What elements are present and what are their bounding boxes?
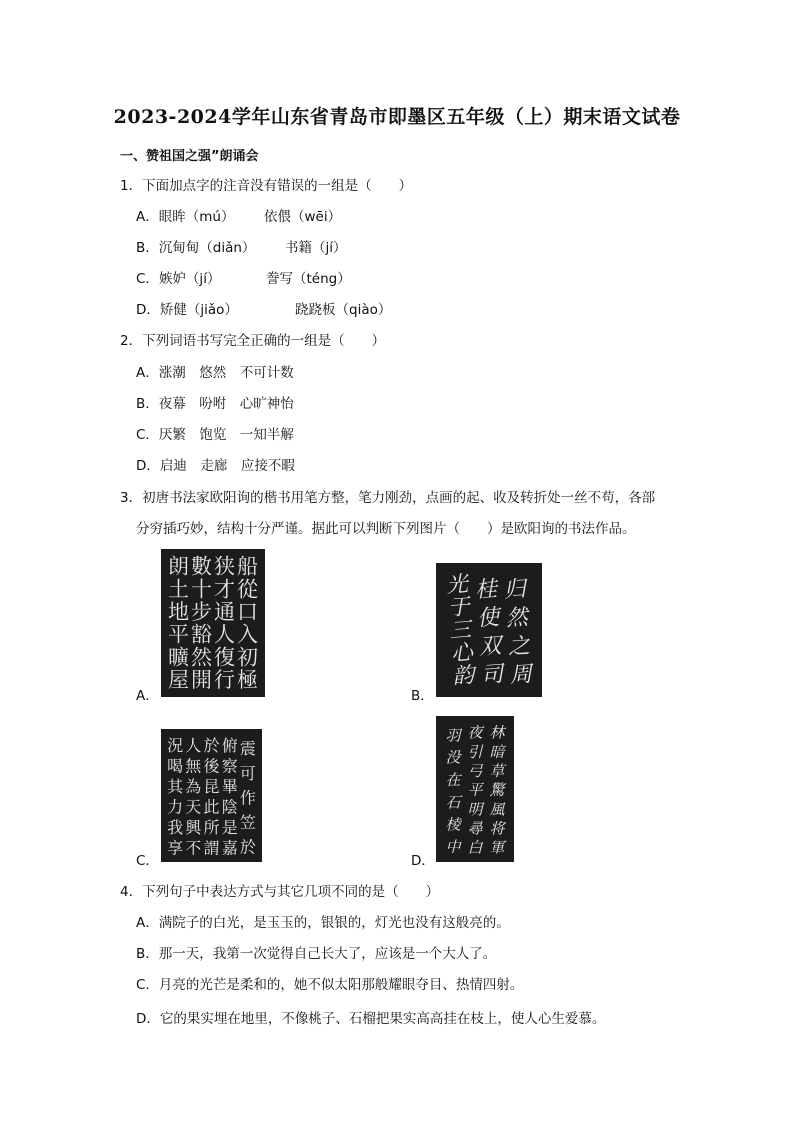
q3-option-b-label: B．: [411, 688, 434, 704]
calligraphy-image-d: [436, 716, 514, 862]
calligraphy-image-a-column: 狭才通人復行: [214, 554, 235, 692]
q1-option-a-word2: 依偎（wēi）: [264, 209, 342, 225]
q1-option-d-word2: 跷跷板（qiào）: [295, 302, 392, 318]
q3-option-d-label: D．: [411, 853, 435, 869]
calligraphy-image-c: [161, 729, 262, 862]
calligraphy-image-d-column: 林暗草驚風将軍: [489, 723, 505, 857]
section-heading: 一、赞祖国之强”朗诵会: [120, 149, 259, 164]
question-1-stem: 1．下面加点字的注音没有错误的一组是（ ）: [120, 178, 413, 194]
q1-option-c-label: C．: [136, 271, 159, 287]
q2-option-b: B．夜幕 吩咐 心旷神怡: [136, 396, 294, 412]
calligraphy-image-a-column: 船從口入初極: [237, 554, 258, 692]
calligraphy-image-b-svg: [436, 563, 542, 697]
q1-option-c-word1: 嫉妒（jí）: [158, 271, 221, 287]
calligraphy-image-d-svg: [436, 716, 514, 862]
calligraphy-image-a: [161, 549, 265, 697]
q4-option-d: D．它的果实埋在地里，不像桃子、石榴把果实高高挂在枝上，使人心生爱慕。: [136, 1011, 606, 1027]
calligraphy-image-b-column: 归然之周: [503, 576, 533, 689]
q3-option-a-label: A．: [136, 688, 159, 704]
q4-option-a: A．满院子的白光，是玉玉的，银银的，灯光也没有这般亮的。: [136, 915, 510, 931]
calligraphy-image-b: [436, 563, 542, 697]
calligraphy-image-d-column: 夜引弓平明尋白: [467, 723, 483, 857]
question-2-stem: 2．下列词语书写完全正确的一组是（ ）: [120, 333, 386, 349]
q1-option-b-word2: 书籍（jí）: [285, 240, 347, 256]
calligraphy-image-b-column: 光于三心韵: [445, 572, 476, 690]
q1-option-a-label: A．: [136, 209, 159, 225]
q2-option-a: A．涨潮 悠然 不可计数: [136, 365, 294, 381]
q1-option-b-label: B．: [136, 240, 159, 256]
calligraphy-image-c-column: 震可作笠於: [239, 739, 256, 857]
page-title: 2023-2024学年山东省青岛市即墨区五年级（上）期末语文试卷: [113, 106, 681, 128]
q1-option-a-word1: 眼眸（mú）: [158, 209, 235, 225]
q1-option-d-word1: 矫健（jiǎo）: [159, 302, 238, 318]
q4-option-b: B．那一天，我第一次觉得自己长大了，应该是一个大人了。: [136, 946, 497, 962]
calligraphy-image-a-column: 數十步豁然開: [191, 554, 212, 692]
calligraphy-image-c-column: 況喝其力我享: [167, 735, 184, 858]
question-3-stem-line2: 分穷插巧妙，结构十分严谨。据此可以判断下列图片（ ）是欧阳询的书法作品。: [136, 521, 636, 537]
q1-option-c-word2: 誊写（téng）: [266, 271, 351, 287]
q3-option-c-label: C．: [136, 853, 159, 869]
q1-option-d: [136, 301, 238, 319]
calligraphy-image-c-column: 人無為天興不: [185, 735, 202, 858]
q1-option-b: [136, 239, 255, 257]
q1-option-b-word1: 沉甸甸（diǎn）: [158, 240, 256, 256]
calligraphy-image-c-column: 俯察畢陰是嘉: [221, 735, 238, 858]
calligraphy-image-d-column: 羽没在石棱中: [445, 726, 461, 856]
calligraphy-image-c-svg: [161, 729, 262, 862]
calligraphy-image-b-column: 桂使双司: [474, 576, 505, 689]
calligraphy-image-a-column: 朗土地平曠屋: [168, 554, 189, 692]
q1-option-d-label: D．: [136, 302, 160, 318]
q4-option-c: C．月亮的光芒是柔和的，她不似太阳那般耀眼夺目、热情四射。: [136, 977, 524, 993]
q2-option-d: D．启迪 走廊 应接不暇: [136, 458, 295, 474]
q1-option-c: [136, 270, 220, 288]
calligraphy-image-c-column: 於後昆此所謂: [203, 735, 220, 858]
q2-option-c: C．厌繁 饱览 一知半解: [136, 427, 294, 443]
question-3-stem-line1: 3．初唐书法家欧阳询的楷书用笔方整，笔力刚劲，点画的起、收及转折处一丝不苟，各部: [120, 490, 656, 506]
question-4-stem: 4．下列句子中表达方式与其它几项不同的是（ ）: [120, 884, 440, 900]
calligraphy-image-a-svg: [161, 549, 265, 697]
q1-option-a: [136, 208, 234, 226]
